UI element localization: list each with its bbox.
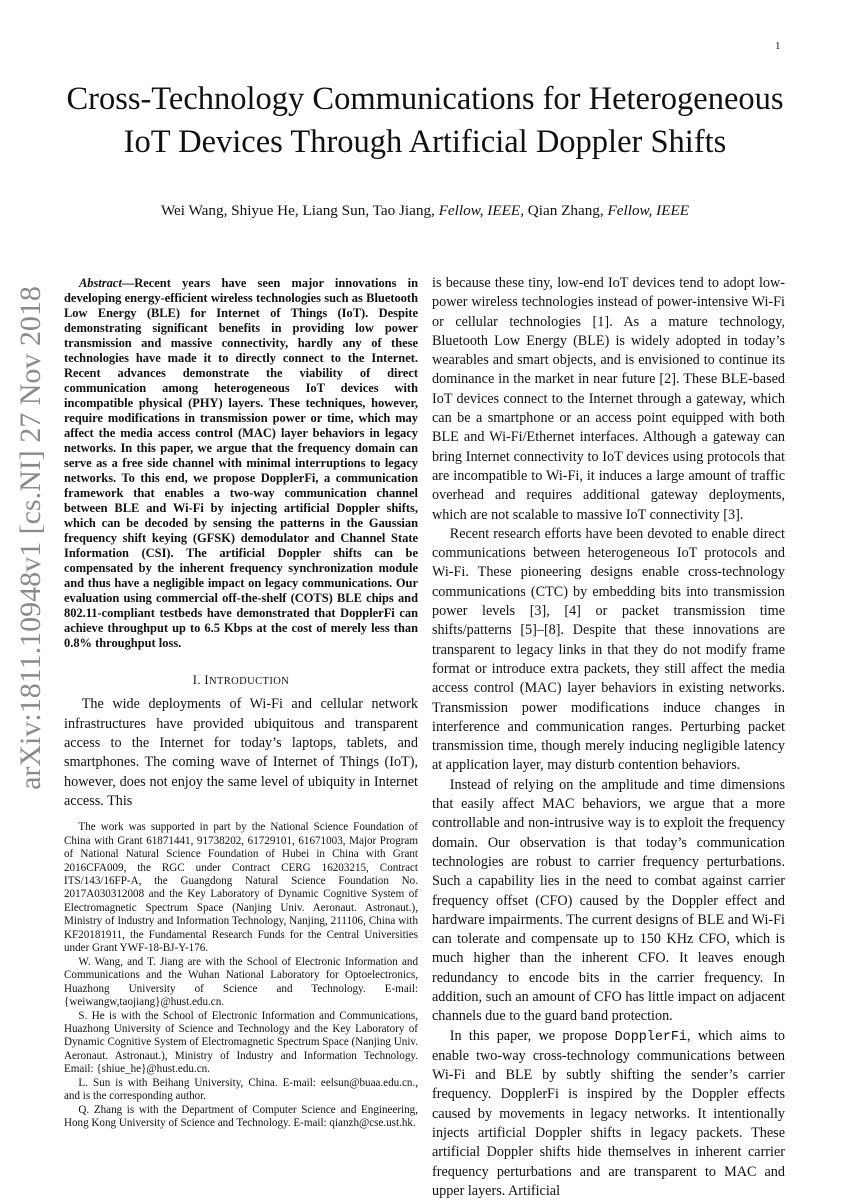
section-name-rest: NTRODUCTION (208, 676, 290, 688)
footnote-affiliation-wang-jiang: W. Wang, and T. Jiang are with the School of Electronic Information and Communications and the Wuhan National Laboratory for Optoelectronics, Huazhong University of Science and Technology. E-mail: {weiwangw,taojiang}@hust.edu.cn. (64, 955, 418, 1009)
right-column (432, 274, 785, 1201)
author-names-2: , Qian Zhang, (520, 202, 608, 219)
author-fellow-2: Fellow, IEEE (607, 202, 690, 219)
author-fellow-1: Fellow, IEEE (438, 202, 521, 219)
intro-paragraph: The wide deployments of Wi-Fi and cellular network infrastructures have provided ubiquitous and transparent access to the Internet for today’s laptops, tablets, and smartphones. The coming wave of Internet of Things (IoT), however, does not enjoy the same level of ubiquity in Internet access. This (64, 696, 418, 809)
p4-before: In this paper, we propose (449, 1027, 615, 1044)
footnotes (64, 821, 418, 1130)
author-line (65, 202, 785, 220)
page-number: 1 (775, 40, 781, 52)
footnote-affiliation-zhang: Q. Zhang is with the Department of Computer Science and Engineering, Hong Kong University of Science and Technology. E-mail: qianzh@cse.ust.hk. (64, 1103, 418, 1130)
section-name-first: I (204, 673, 209, 688)
footnote-affiliation-he: S. He is with the School of Electronic Information and Communications, Huazhong University of Science and Technology and the Key Laboratory of Dynamic Cognitive System of Electromagnetic Spectrum Space (Nanjing Univ. Aeronaut. Astronaut.), Ministry of Industry and Information Technology. Email: {shiue_he}@hust.edu.cn. (64, 1009, 418, 1076)
author-names-1: Wei Wang, Shiyue He, Liang Sun, Tao Jiang, (160, 202, 439, 219)
dopplerfi-name: DopplerFi (614, 1029, 687, 1045)
paragraph-continuation: is because these tiny, low-end IoT devices tend to adopt low-power wireless technologies instead of power-intensive Wi-Fi or cellular technologies [1]. As a mature technology, Bluetooth Low Energy (BLE) is widely adopted in today’s wearables and smart objects, and is envisioned to continue its dominance in the market in near future [2]. These BLE-based IoT devices connect to the Internet through a gateway, which can be a smartphone or an access point equipped with both BLE and Wi-Fi/Ethernet interfaces. Although a gateway can bring Internet connectivity to IoT devices using protocols that are incompatible to Wi-Fi, it induces a large amount of traffic overhead and requires additional gateway deployments, which are not scalable to massive IoT connectivity [3]. (432, 275, 785, 523)
arxiv-stamp (10, 286, 52, 790)
paper-title: Cross-Technology Communications for Heterogeneous IoT Devices Through Artificial Doppler Shifts (66, 81, 784, 160)
paragraph-related-work: Recent research efforts have been devoted to enable direct communications between heterogeneous IoT protocols and Wi-Fi. These pioneering designs enable cross-technology communications (CTC) by embedding bits into transmission power levels [3], [4] or packet transmission time shifts/patterns [5]–[8]. Despite that these innovations are transparent to legacy links in that they do not modify frame format or introduce extra packets, they still affect the media access control (MAC) layer behaviors in existing networks. Transmission power modifications induce changes in interference and communication ranges. Perturbing packet transmission time, though merely inducing negligible latency at application layer, may disturb contention behaviors. (432, 525, 785, 774)
section-number: I. (192, 673, 205, 688)
paragraph-dopplerfi (432, 1027, 785, 1201)
paragraph-frequency-domain: Instead of relying on the amplitude and time dimensions that easily affect MAC behaviors, we argue that a more controllable and non-intrusive way is to exploit the frequency domain. Our observation is that today’s communication technologies are robust to carrier frequency perturbations. Such a capability lies in the need to combat against carrier frequency offset (CFO) caused by the Doppler effect and hardware impairments. The current designs of BLE and Wi-Fi can tolerate and compensate up to 150 KHz CFO, which is much higher than the inherent CFO. It leaves enough redundancy to encode bits in the carrier frequency. In addition, such an amount of CFO has little impact on adjacent channels due to the guard band protection. (432, 776, 785, 1025)
abstract-text: —Recent years have seen major innovations in developing energy-efficient wireless technologies such as Bluetooth Low Energy (BLE) for Internet of Things (IoT). Despite demonstrating significant benefits in providing low power transmission and massive connectivity, hardly any of these technologies have made it to directly connect to the Internet. Recent advances demonstrate the viability of direct communication among heterogeneous IoT devices with incompatible physical (PHY) layers. These techniques, however, require modifications in transmission power or time, which may affect the media access control (MAC) layer behaviors in legacy networks. In this paper, we argue that the frequency domain can serve as a free side channel with minimal interruptions to legacy networks. To this end, we propose DopplerFi, a communication framework that enables a two-way communication channel between BLE and Wi-Fi by injecting artificial Doppler shifts, which can be decoded by sensing the patterns in the Gaussian frequency shift keying (GFSK) demodulator and Channel State Information (CSI). The artificial Doppler shifts can be compensated by the inherent frequency synchronization module and thus have a negligible impact on legacy communications. Our evaluation using commercial off-the-shelf (COTS) BLE chips and 802.11-compliant testbeds have demonstrated that DopplerFi can achieve throughput up to 6.5 Kbps at the cost of merely less than 0.8% throughput loss. (64, 276, 418, 651)
arxiv-stamp-text: arXiv:1811.10948v1 [cs.NI] 27 Nov 2018 (14, 286, 47, 790)
footnote-affiliation-sun: L. Sun is with Beihang University, China. E-mail: eelsun@buaa.edu.cn., and is the corresponding author. (64, 1076, 418, 1103)
left-column (64, 264, 418, 1131)
p4-after: , which aims to enable two-way cross-technology communications between Wi-Fi and BLE by subtly shifting the sender’s carrier frequency. DopplerFi is inspired by the Doppler effects caused by movements in legacy networks. It intentionally injects artificial Doppler shifts in legacy packets. These artificial Doppler shifts hide themselves in inherent carrier frequency perturbations and are transparent to MAC and upper layers. Artificial (432, 1027, 785, 1199)
abstract-label: Abstract (78, 276, 122, 291)
section-heading (64, 673, 418, 688)
abstract (64, 276, 418, 651)
footnote-funding: The work was supported in part by the National Science Foundation of China with Grant 61871441, 91738202, 61729101, 61671003, Major Program of National Natural Science Foundation of Hubei in China with Grant 2016CFA009, the RGC under Contract CERG 16203215, Contract ITS/143/16FP-A, the Guangdong Natural Science Foundation No. 2017A030312008 and the Key Laboratory of Dynamic Cognitive System of Electromagnetic Spectrum Space (Nanjing Univ. Aeronaut. Astronaut.), Ministry of Industry and Information Technology, Nanjing, 211106, China with KF20181911, the Fundamental Research Funds for the Central Universities under Grant YWF-18-BJ-Y-176. (64, 821, 418, 955)
